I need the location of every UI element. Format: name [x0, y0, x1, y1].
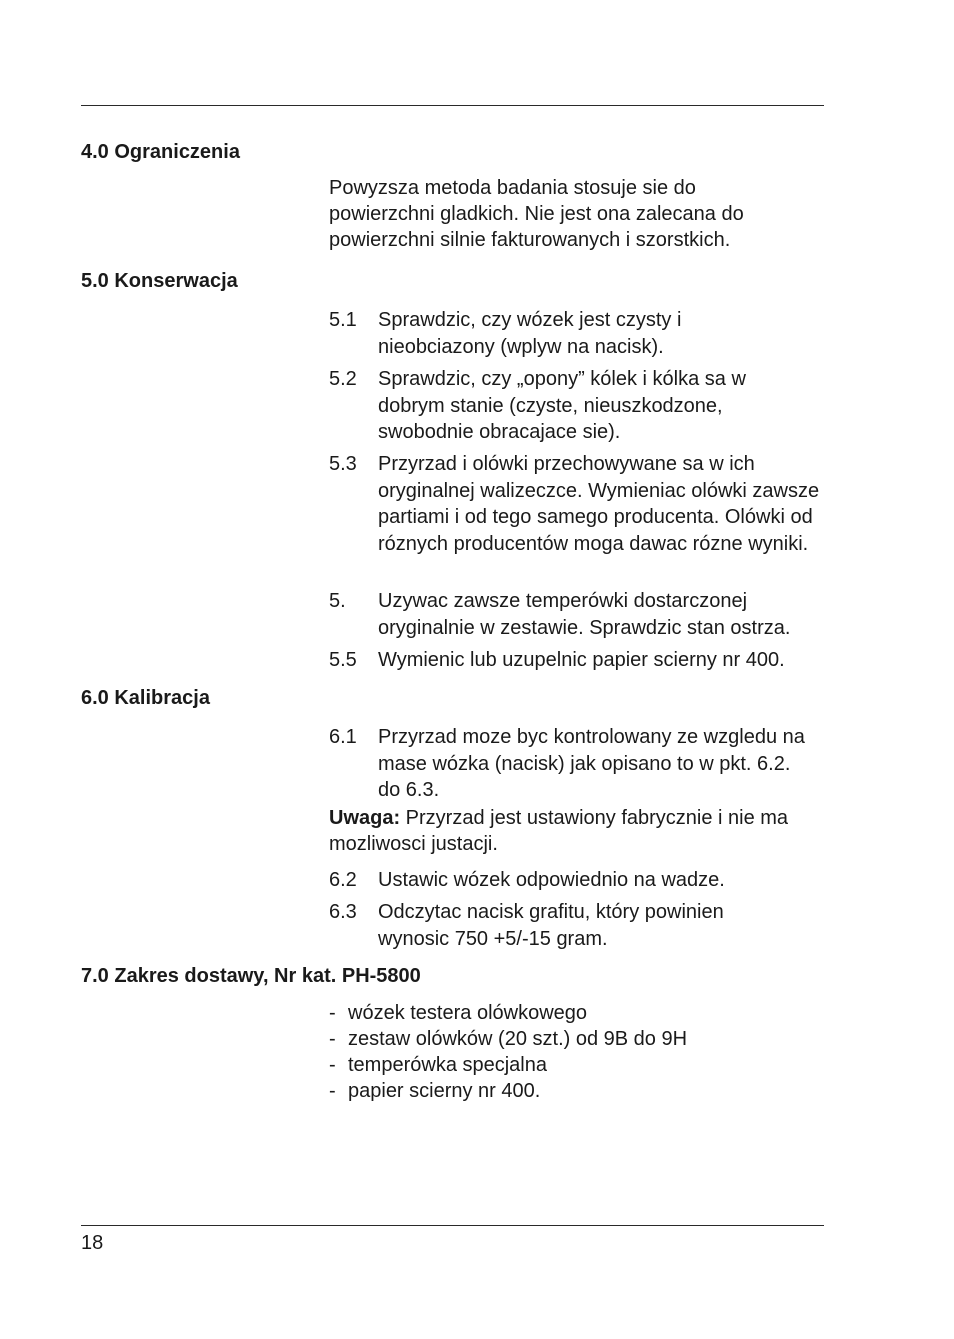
- dash-bullet: -: [329, 1028, 336, 1050]
- item-text: Wymienic lub uzupelnic papier scierny nr 400.: [378, 649, 785, 671]
- delivery-item-text: temperówka specjalna: [348, 1054, 547, 1076]
- item-number: 5.5: [329, 649, 357, 671]
- delivery-item-text: zestaw olówków (20 szt.) od 9B do 9H: [348, 1028, 688, 1050]
- list-item-6-1: [329, 724, 829, 804]
- note-label: Uwaga:: [329, 807, 401, 829]
- item-text: Odczytac nacisk grafitu, który powinien wynosic 750 +5/-15 gram.: [378, 901, 724, 950]
- item-text: Przyrzad moze byc kontrolowany ze wzgledu na mase wózka (nacisk) jak opisano to w pkt. 6.2. do 6.3.: [378, 726, 805, 801]
- delivery-item: [329, 1000, 587, 1026]
- item-number: 6.3: [329, 901, 357, 923]
- note-text: Przyrzad jest ustawiony fabrycznie i nie ma mozliwosci justacji.: [329, 807, 789, 855]
- section-4-heading: 4.0 Ograniczenia: [81, 141, 240, 163]
- item-number: 5.: [329, 590, 346, 612]
- item-text: Sprawdzic, czy wózek jest czysty i nieobciazony (wplyw na nacisk).: [378, 309, 682, 358]
- section-6-heading: 6.0 Kalibracja: [81, 687, 210, 709]
- item-text: Sprawdzic, czy „opony” kólek i kólka sa w dobrym stanie (czyste, nieuszkodzone, swobodnie obracajace sie).: [378, 368, 746, 443]
- item-text: Uzywac zawsze temperówki dostarczonej oryginalnie w zestawie. Sprawdzic stan ostrza.: [378, 590, 791, 639]
- delivery-item: [329, 1052, 547, 1078]
- item-number: 5.2: [329, 368, 357, 390]
- list-item-6-3: [329, 899, 829, 952]
- item-number: 6.2: [329, 869, 357, 891]
- calibration-note: [329, 805, 824, 857]
- delivery-item: [329, 1078, 540, 1104]
- section-4-text: Powyzsza metoda badania stosuje sie do powierzchni gladkich. Nie jest ona zalecana do powierzchni silnie fakturowanych i szorstkich.: [329, 177, 744, 251]
- list-item-5-5: [329, 647, 829, 674]
- delivery-item-text: wózek testera olówkowego: [348, 1002, 588, 1024]
- item-number: 6.1: [329, 726, 357, 748]
- delivery-item: [329, 1026, 687, 1052]
- top-rule: [81, 105, 824, 106]
- list-item-5-4: [329, 588, 829, 641]
- section-7-heading: 7.0 Zakres dostawy, Nr kat. PH-5800: [81, 965, 421, 987]
- list-item-5-2: [329, 366, 829, 446]
- dash-bullet: -: [329, 1080, 336, 1102]
- item-text: Ustawic wózek odpowiednio na wadze.: [378, 869, 725, 891]
- dash-bullet: -: [329, 1054, 336, 1076]
- item-text: Przyrzad i olówki przechowywane sa w ich oryginalnej walizeczce. Wymieniac olówki zawsze partiami i od tego samego producenta. Olówki od róznych producentów moga dawac rózne wyniki.: [378, 453, 820, 555]
- dash-bullet: -: [329, 1002, 336, 1024]
- list-item-5-3: [329, 451, 829, 557]
- bottom-rule: [81, 1225, 824, 1226]
- list-item-5-1: [329, 307, 829, 360]
- item-number: 5.1: [329, 309, 357, 331]
- delivery-item-text: papier scierny nr 400.: [348, 1080, 541, 1102]
- page-number: 18: [81, 1232, 104, 1254]
- section-5-heading: 5.0 Konserwacja: [81, 270, 238, 292]
- item-number: 5.3: [329, 453, 357, 475]
- list-item-6-2: [329, 867, 829, 894]
